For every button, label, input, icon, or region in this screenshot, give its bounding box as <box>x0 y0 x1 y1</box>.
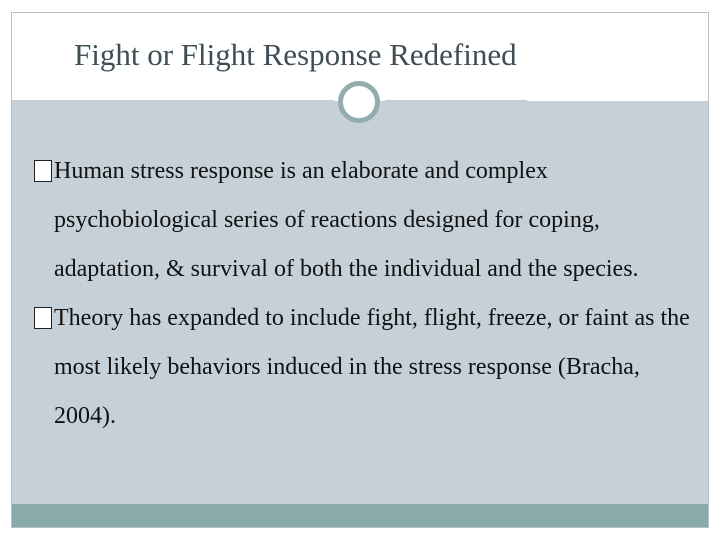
missing-glyph-box-icon <box>34 307 52 329</box>
bullet-text: Human stress response is an elaborate and complex psychobiological series of reactions designed for coping, adaptation, & survival of both the individual and the species. <box>54 158 639 282</box>
bullet-list <box>34 147 694 441</box>
bullet-text: Theory has expanded to include fight, flight, freeze, or faint as the most likely behaviors induced in the stress response (Bracha, 2004). <box>54 305 690 429</box>
footer-bar <box>12 504 708 527</box>
bullet-item <box>34 147 694 294</box>
slide <box>11 12 709 528</box>
divider-circle-icon <box>338 81 380 123</box>
slide-title: Fight or Flight Response Redefined <box>74 37 517 72</box>
missing-glyph-box-icon <box>34 160 52 182</box>
content-area <box>12 101 708 504</box>
bullet-item <box>34 294 694 441</box>
